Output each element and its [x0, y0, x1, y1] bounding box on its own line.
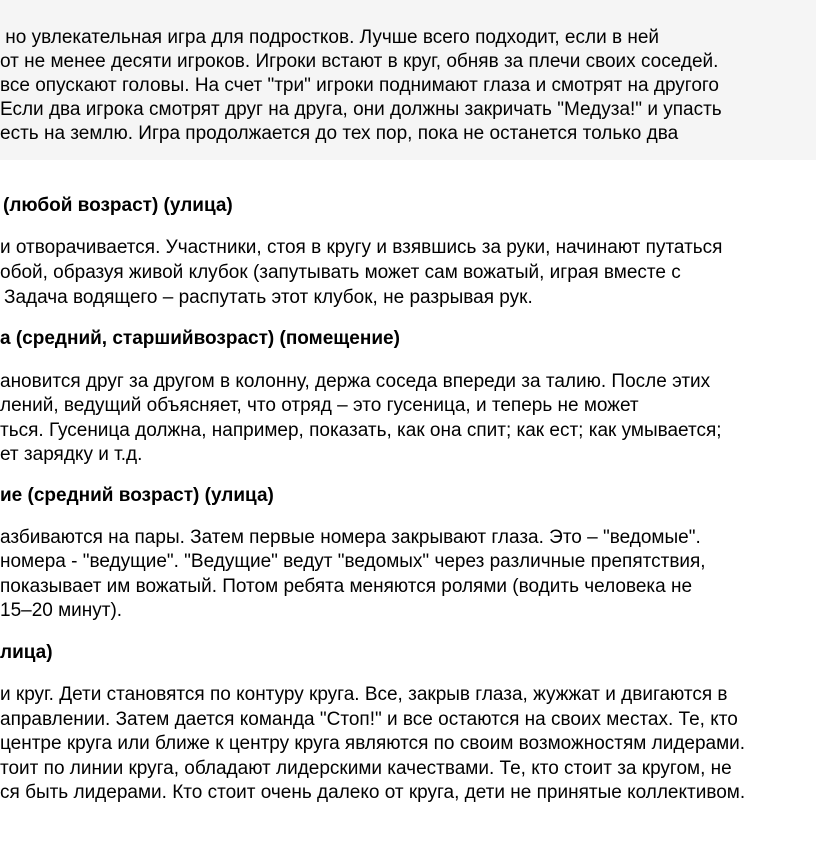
section-line: азбиваются на пары. Затем первые номера закрывают глаза. Это – "ведомые". — [0, 527, 701, 548]
intro-line: Если два игрока смотрят друг на друга, они должны закричать "Медуза!" и упасть — [0, 99, 722, 120]
section-heading: ие (средний возраст) (улица) — [0, 485, 274, 506]
section-heading: лица) — [0, 642, 53, 663]
section-line: и отворачивается. Участники, стоя в кругу и взявшись за руки, начинают путаться — [0, 237, 723, 258]
section-line: показывает им вожатый. Потом ребята меняются ролями (водить человека не — [0, 576, 693, 597]
section-line: и круг. Дети становятся по контуру круга. Все, закрыв глаза, жужжат и двигаются в — [0, 684, 728, 705]
section-line: лений, ведущий объясняет, что отряд – это гусеница, и теперь не может — [0, 395, 639, 416]
section-heading: (любой возраст) (улица) — [3, 195, 233, 216]
section-line: ет зарядку и т.д. — [0, 444, 143, 465]
intro-line: от не менее десяти игроков. Игроки встают в круг, обняв за плечи своих соседей. — [0, 51, 719, 72]
intro-line: но увлекательная игра для подростков. Лучше всего подходит, если в ней — [0, 27, 660, 48]
intro-line: есть на землю. Игра продолжается до тех пор, пока не останется только два — [0, 123, 679, 144]
section-line: ановится друг за другом в колонну, держа соседа впереди за талию. После этих — [0, 371, 711, 392]
section-line: ся быть лидерами. Кто стоит очень далеко от круга, дети не принятые коллективом. — [0, 782, 746, 803]
section-line: обой, образуя живой клубок (запутывать может сам вожатый, играя вместе с — [0, 262, 681, 283]
section-line: центре круга или ближе к центру круга являются по своим возможностям лидерами. — [0, 733, 746, 754]
section-line: Задача водящего – распутать этот клубок, не разрывая рук. — [4, 287, 533, 308]
section-line: тоит по линии круга, обладают лидерскими качествами. Те, кто стоит за кругом, не — [0, 758, 732, 779]
section-line: ться. Гусеница должна, например, показать, как она спит; как ест; как умывается; — [0, 420, 722, 441]
section-heading: а (средний, старшийвозраст) (помещение) — [0, 328, 400, 349]
section-line: 15–20 минут). — [0, 600, 123, 621]
intro-block — [0, 0, 816, 160]
section-line: аправлении. Затем дается команда "Стоп!" и все остаются на своих местах. Те, кто — [0, 709, 738, 730]
section-line: номера - "ведущие". "Ведущие" ведут "ведомых" через различные препятствия, — [0, 551, 706, 572]
intro-line: все опускают головы. На счет "три" игроки поднимают глаза и смотрят на другого — [0, 75, 719, 96]
